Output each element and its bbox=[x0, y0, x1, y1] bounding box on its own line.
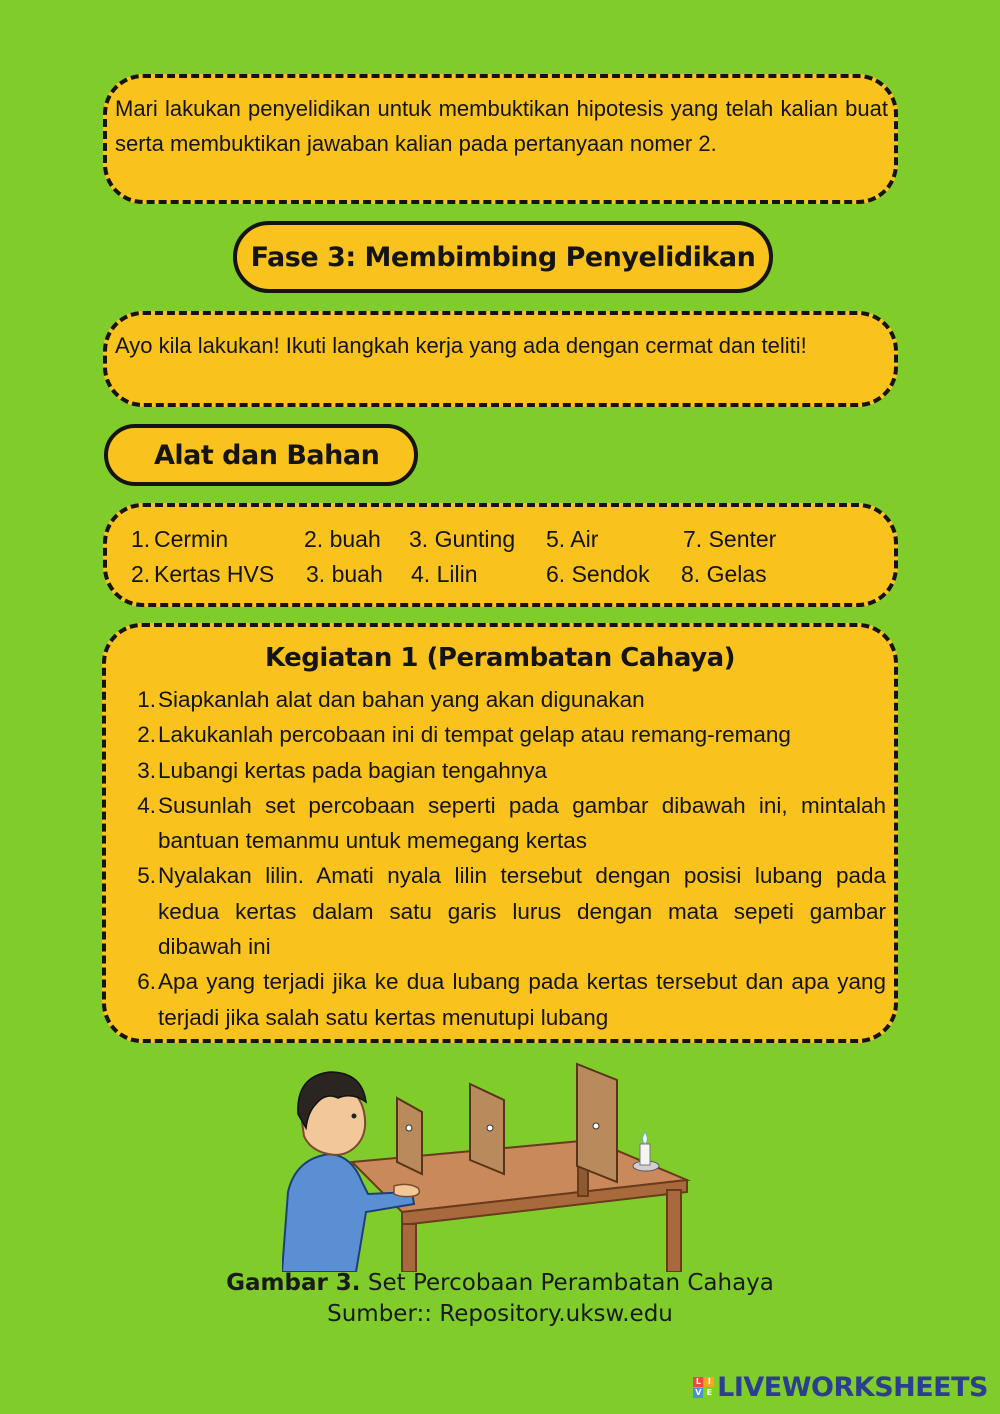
card-1 bbox=[397, 1098, 422, 1174]
tools-panel bbox=[103, 503, 898, 607]
tools-title: Alat dan Bahan bbox=[154, 439, 380, 471]
card-hole bbox=[406, 1125, 412, 1131]
step-text: Nyalakan lilin. Amati nyala lilin tersebut dengan posisi lubang pada kedua kertas dalam satu garis lurus dengan mata sepeti gambar dibawah ini bbox=[158, 863, 886, 960]
tools-item: 4. Lilin bbox=[411, 561, 478, 587]
figure-label: Gambar 3. bbox=[226, 1270, 361, 1296]
tools-item-number: 2. bbox=[131, 561, 151, 587]
brand-grid-icon: L I V E bbox=[693, 1377, 714, 1398]
figure-caption-text: Set Percobaan Perambatan Cahaya bbox=[367, 1270, 774, 1296]
brand-logo[interactable] bbox=[693, 1372, 988, 1403]
child-eye bbox=[352, 1114, 357, 1119]
list-item bbox=[118, 682, 886, 717]
activity-steps bbox=[118, 682, 886, 1035]
list-item bbox=[118, 788, 886, 859]
step-number: 6. bbox=[137, 969, 156, 995]
step-text: Apa yang terjadi jika ke dua lubang pada kertas tersebut dan apa yang terjadi jika salah satu kertas menutupi lubang bbox=[158, 969, 886, 1030]
phase-title-pill bbox=[233, 221, 773, 293]
tools-item: 5. Air bbox=[546, 526, 599, 552]
candle-flame bbox=[643, 1132, 648, 1144]
intro-text: Mari lakukan penyelidikan untuk membuktikan hipotesis yang telah kalian buat serta membuktikan jawaban kalian pada pertanyaan nomer 2. bbox=[115, 96, 888, 156]
tools-item: 3. Gunting bbox=[409, 526, 516, 552]
figure-caption bbox=[0, 1268, 1000, 1330]
tools-item: 7. Senter bbox=[683, 526, 777, 552]
experiment-illustration bbox=[282, 1062, 702, 1272]
tools-item: 3. buah bbox=[306, 561, 383, 587]
step-number: 1. bbox=[137, 687, 156, 712]
tools-title-pill bbox=[104, 424, 418, 486]
step-number: 3. bbox=[137, 757, 156, 783]
step-number: 2. bbox=[137, 722, 156, 748]
card-hole bbox=[593, 1123, 599, 1129]
phase-title: Fase 3: Membimbing Penyelidikan bbox=[250, 241, 756, 273]
tools-item-number: 1. bbox=[131, 526, 151, 552]
table-leg bbox=[667, 1190, 681, 1272]
instruction-panel bbox=[103, 311, 898, 407]
table-leg bbox=[402, 1224, 416, 1272]
step-text: Lakukanlah percobaan ini di tempat gelap atau remang-remang bbox=[158, 722, 791, 748]
brand-name: LIVEWORKSHEETS bbox=[717, 1372, 988, 1403]
step-number: 4. bbox=[137, 792, 156, 818]
step-text: Susunlah set percobaan seperti pada gambar dibawah ini, mintalah bantuan temanmu untuk memegang kertas bbox=[158, 792, 886, 854]
step-text: Siapkanlah alat dan bahan yang akan digunakan bbox=[158, 687, 645, 712]
tools-item: Cermin bbox=[154, 526, 229, 552]
step-text: Lubangi kertas pada bagian tengahnya bbox=[158, 757, 548, 783]
list-item bbox=[118, 964, 886, 1035]
tools-item: 8. Gelas bbox=[681, 561, 767, 587]
child-hand bbox=[394, 1184, 419, 1196]
card-hole bbox=[487, 1125, 493, 1131]
list-item bbox=[118, 753, 886, 788]
tools-item: Kertas HVS bbox=[154, 561, 275, 587]
candle bbox=[640, 1144, 650, 1165]
list-item bbox=[118, 717, 886, 752]
tools-item: 6. Sendok bbox=[546, 561, 650, 587]
tools-item: 2. buah bbox=[304, 526, 381, 552]
instruction-text: Ayo kila lakukan! Ikuti langkah kerja yang ada dengan cermat dan teliti! bbox=[115, 333, 807, 358]
activity-title: Kegiatan 1 (Perambatan Cahaya) bbox=[264, 643, 736, 673]
figure-source: Sumber:: Repository.uksw.edu bbox=[327, 1301, 673, 1327]
activity-panel bbox=[102, 623, 898, 1043]
intro-panel bbox=[103, 74, 898, 204]
list-item bbox=[118, 858, 886, 964]
step-number: 5. bbox=[137, 863, 156, 889]
